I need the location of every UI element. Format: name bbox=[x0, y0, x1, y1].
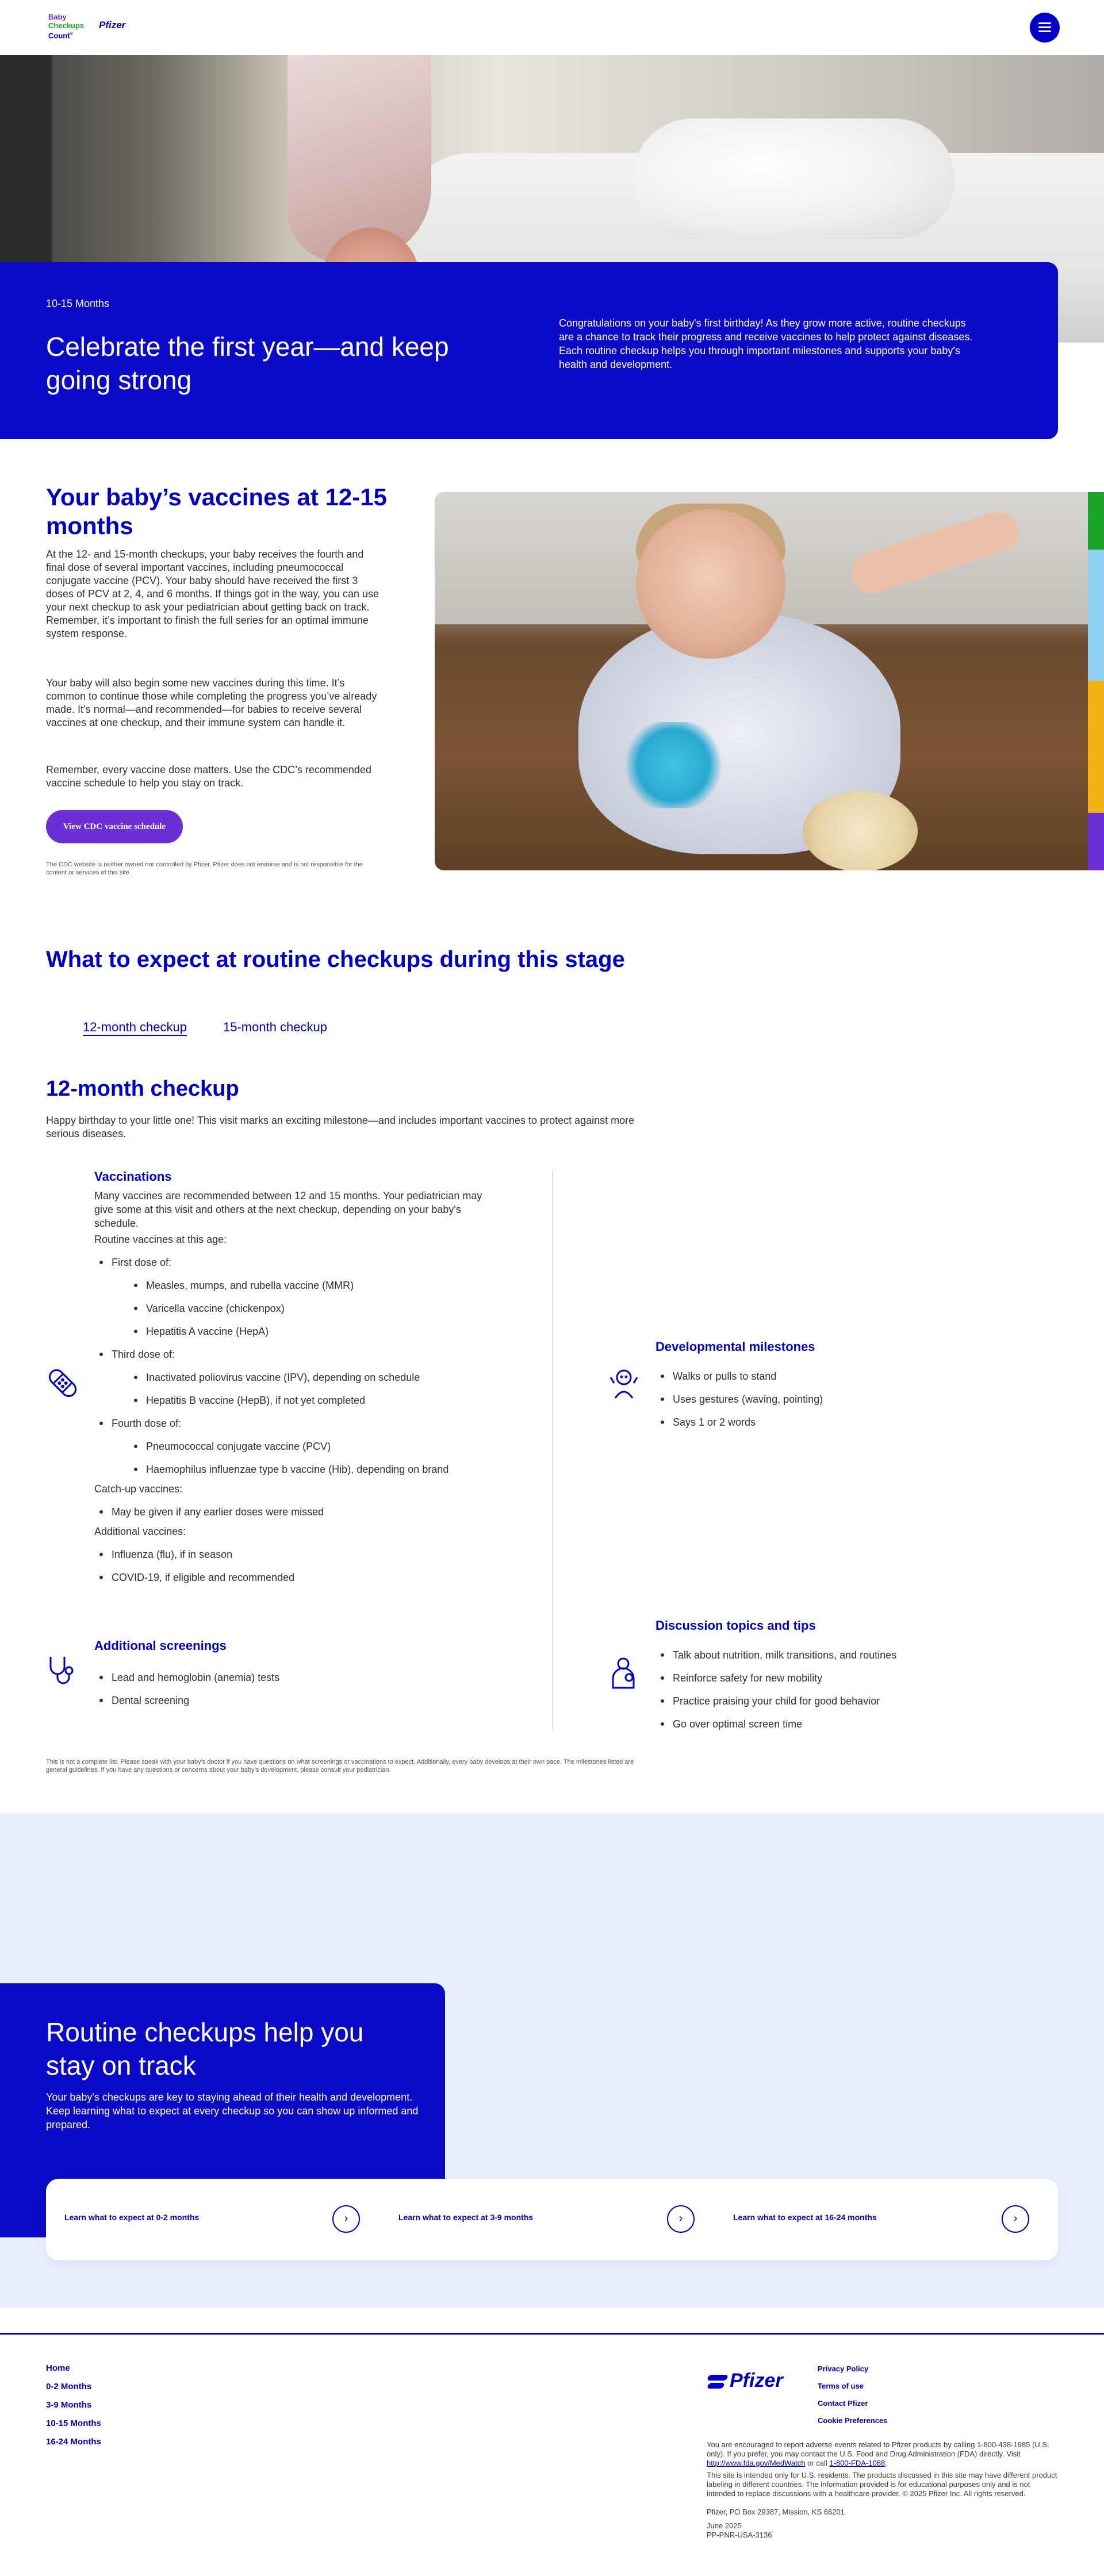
list-item: COVID-19, if eligible and recommended bbox=[94, 1571, 497, 1584]
discussion-title: Discussion topics and tips bbox=[656, 1618, 816, 1633]
vaccines-photo bbox=[435, 492, 1104, 870]
medwatch-link[interactable]: http://www.fda.gov/MedWatch bbox=[707, 2459, 806, 2467]
list-item: Talk about nutrition, milk transitions, and routines bbox=[656, 1648, 1058, 1662]
vaccinations-title: Vaccinations bbox=[94, 1169, 172, 1184]
hero-card bbox=[0, 262, 1058, 439]
list-item: Haemophilus influenzae type b vaccine (Hib), depending on brand bbox=[129, 1462, 497, 1476]
list-item: Hepatitis A vaccine (HepA) bbox=[129, 1325, 497, 1338]
vaccinations-content: Many vaccines are recommended between 12 and 15 months. Your pediatrician may give some at this visit and others at the next checkup, depending on your baby's schedule. Routine vaccines at this age: First dose of: Measles, mumps, and rubella vaccine (MMR) Varicella vaccine (chickenpox) Hepatitis A vaccine (HepA) Third dose of: Inactivated poliovirus vaccine (IPV), depending on schedule Hepatitis B vaccine (HepB), if not yet completed Fourth dose of: Pneumococcal conjugate vaccine (PCV) Haemophilus influenzae type b vaccine (Hib), depending on brand Catch-up vaccines: May be given if any earlier doses were missed Additional vaccines: Influenza (flu), if in season COVID-19, if eligible and recommended bbox=[94, 1189, 497, 1584]
footer-link-home[interactable]: Home bbox=[46, 2363, 70, 2373]
list-item: Says 1 or 2 words bbox=[656, 1415, 1058, 1429]
chevron-right-icon[interactable]: › bbox=[332, 2205, 360, 2233]
color-strip-blue bbox=[1088, 550, 1104, 681]
list-item: Dental screening bbox=[94, 1694, 497, 1707]
child-icon bbox=[606, 1366, 642, 1402]
privacy-policy-link[interactable]: Privacy Policy bbox=[818, 2364, 869, 2373]
cookie-preferences-link[interactable]: Cookie Preferences bbox=[818, 2416, 888, 2425]
menu-button[interactable] bbox=[1030, 13, 1060, 43]
fda-phone-link[interactable]: 1-800-FDA-1088 bbox=[829, 2459, 885, 2467]
color-strip-yellow bbox=[1088, 681, 1104, 813]
footer-link-3-9[interactable]: 3-9 Months bbox=[46, 2400, 92, 2410]
routine-text: Your baby's checkups are key to staying ahead of their health and development. Keep learning what to expect at every checkup so you can show up informed and prepared. bbox=[46, 2091, 419, 2130]
parent-child-icon bbox=[606, 1656, 642, 1691]
chevron-right-icon[interactable]: › bbox=[667, 2205, 695, 2233]
link-16-24-months[interactable]: Learn what to expect at 16-24 months bbox=[733, 2213, 877, 2222]
list-item: Hepatitis B vaccine (HepB), if not yet completed bbox=[129, 1393, 497, 1407]
list-item: Go over optimal screen time bbox=[656, 1717, 1058, 1731]
list-item: Reinforce safety for new mobility bbox=[656, 1671, 1058, 1685]
chevron-right-icon[interactable]: › bbox=[1002, 2205, 1029, 2233]
footer-link-0-2[interactable]: 0-2 Months bbox=[46, 2382, 92, 2391]
expect-title: What to expect at routine checkups during this stage bbox=[46, 947, 625, 972]
baby-checkups-count-logo[interactable]: Baby Checkups Count® bbox=[48, 13, 85, 40]
tab-15-month[interactable]: 15-month checkup bbox=[223, 1020, 327, 1034]
address: Pfizer, PO Box 29387, Mission, KS 66201 bbox=[707, 2508, 845, 2516]
list-item: Measles, mumps, and rubella vaccine (MMR) bbox=[129, 1279, 497, 1292]
hero-text: Congratulations on your baby's first birthday! As they grow more active, routine checkups are a chance to track their progress and receive vaccines to help protect against diseases. Each routine checkup helps you through important milestones and supports your baby's health and development. bbox=[559, 317, 973, 370]
pfizer-header-logo[interactable]: Pfizer bbox=[99, 20, 126, 30]
screenings-list bbox=[94, 1671, 497, 1717]
list-item: Walks or pulls to stand bbox=[656, 1369, 1058, 1383]
list-item: Varicella vaccine (chickenpox) bbox=[129, 1302, 497, 1315]
hero-title: Celebrate the first year—and keep going strong bbox=[46, 332, 449, 395]
routine-title: Routine checkups help you stay on track bbox=[46, 2017, 364, 2080]
terms-link[interactable]: Terms of use bbox=[818, 2382, 864, 2390]
tab-12-month[interactable]: 12-month checkup bbox=[83, 1020, 187, 1034]
contact-link[interactable]: Contact Pfizer bbox=[818, 2399, 868, 2408]
checkup-intro: Happy birthday to your little one! This visit marks an exciting milestone—and includes important vaccines to protect against more serious diseases. bbox=[46, 1115, 635, 1139]
milestones-title: Developmental milestones bbox=[656, 1339, 815, 1354]
color-strip-green bbox=[1088, 492, 1104, 550]
job-code: PP-PNR-USA-3136 bbox=[707, 2531, 772, 2539]
column-divider bbox=[552, 1170, 553, 1730]
vaccines-paragraph: Your baby will also begin some new vaccines during this time. It’s common to continue those while completing the progress you’ve already made. It’s normal—and recommended—for babies to receive several vaccines at one checkup, and their immune system can handle it. bbox=[46, 677, 377, 728]
list-item: Practice praising your child for good behavior bbox=[656, 1694, 1058, 1708]
vaccines-paragraph: Remember, every vaccine dose matters. Use the CDC’s recommended vaccine schedule to help you stay on track. bbox=[46, 764, 371, 789]
publish-date: June 2025 bbox=[707, 2521, 742, 2530]
checkup-disclaimer: This is not a complete list. Please speak with your baby's doctor if you have questions on what screenings or vaccinations to expect. Additionally, every baby develops at their own pace. The milestones listed are general guidelines. If you have any questions or concerns about your baby's development, please consult your pediatrician. bbox=[46, 1759, 634, 1773]
list-item: Third dose of: Inactivated poliovirus vaccine (IPV), depending on schedule Hepatitis B vaccine (HepB), if not yet completed bbox=[94, 1347, 497, 1407]
stethoscope-icon bbox=[45, 1653, 80, 1689]
cdc-disclaimer: The CDC website is neither owned nor controlled by Pfizer. Pfizer does not endorse and is not responsible for the content or services of this site. bbox=[46, 861, 363, 876]
site-notice: This site is intended only for U.S. residents. The products discussed in this site may have different product labeling in different countries. The information provided is for educational purposes only and is not intended to replace discussions with a healthcare provider. © 2025 Pfizer Inc. All rights reserved. bbox=[707, 2471, 1057, 2498]
footer-divider bbox=[0, 2333, 1104, 2335]
list-item: Pneumococcal conjugate vaccine (PCV) bbox=[129, 1439, 497, 1453]
list-item: First dose of: Measles, mumps, and rubella vaccine (MMR) Varicella vaccine (chickenpox) Hepatitis A vaccine (HepA) bbox=[94, 1256, 497, 1338]
list-item: Uses gestures (waving, pointing) bbox=[656, 1392, 1058, 1406]
site-header bbox=[0, 0, 1104, 55]
color-strip-purple bbox=[1088, 813, 1104, 870]
hero-eyebrow: 10-15 Months bbox=[46, 298, 110, 309]
list-item: Lead and hemoglobin (anemia) tests bbox=[94, 1671, 497, 1684]
link-3-9-months[interactable]: Learn what to expect at 3-9 months bbox=[398, 2213, 534, 2222]
list-item: Influenza (flu), if in season bbox=[94, 1548, 497, 1561]
footer-link-10-15[interactable]: 10-15 Months bbox=[46, 2418, 101, 2428]
screenings-title: Additional screenings bbox=[94, 1638, 227, 1653]
vaccines-paragraph: At the 12- and 15-month checkups, your baby receives the fourth and final dose of several important vaccines, including pneumococcal conjugate vaccine (PCV). Your baby should have received the first 3 doses of PCV at 2, 4, and 6 months. If things got in the way, you can use your next checkup to ask your pediatrician about getting back on track. Remember, it’s important to finish the full series for an optimal immune system response. bbox=[46, 548, 379, 639]
discussion-list bbox=[656, 1648, 1058, 1740]
pfizer-footer-logo[interactable]: Pfizer bbox=[707, 2370, 783, 2392]
footer-link-16-24[interactable]: 16-24 Months bbox=[46, 2437, 101, 2447]
bandage-icon bbox=[45, 1365, 80, 1401]
list-item: Inactivated poliovirus vaccine (IPV), depending on schedule bbox=[129, 1370, 497, 1384]
cdc-schedule-button[interactable]: View CDC vaccine schedule bbox=[46, 810, 183, 843]
link-0-2-months[interactable]: Learn what to expect at 0-2 months bbox=[64, 2213, 200, 2222]
vaccines-title: Your baby’s vaccines at 12-15 months bbox=[46, 483, 387, 539]
list-item: May be given if any earlier doses were missed bbox=[94, 1505, 497, 1519]
milestones-list bbox=[656, 1369, 1058, 1438]
adverse-events-text: You are encouraged to report adverse events related to Pfizer products by calling 1-800-438-1985 (U.S. only). If you prefer, you may contact the U.S. Food and Drug Administration (FDA) directly. Visit http://www.fda.gov/MedWatch or call 1-800-FDA-1088. bbox=[707, 2440, 1049, 2467]
list-item: Fourth dose of: Pneumococcal conjugate vaccine (PCV) Haemophilus influenzae type b vaccine (Hib), depending on brand bbox=[94, 1416, 497, 1476]
checkup-title: 12-month checkup bbox=[46, 1077, 239, 1101]
